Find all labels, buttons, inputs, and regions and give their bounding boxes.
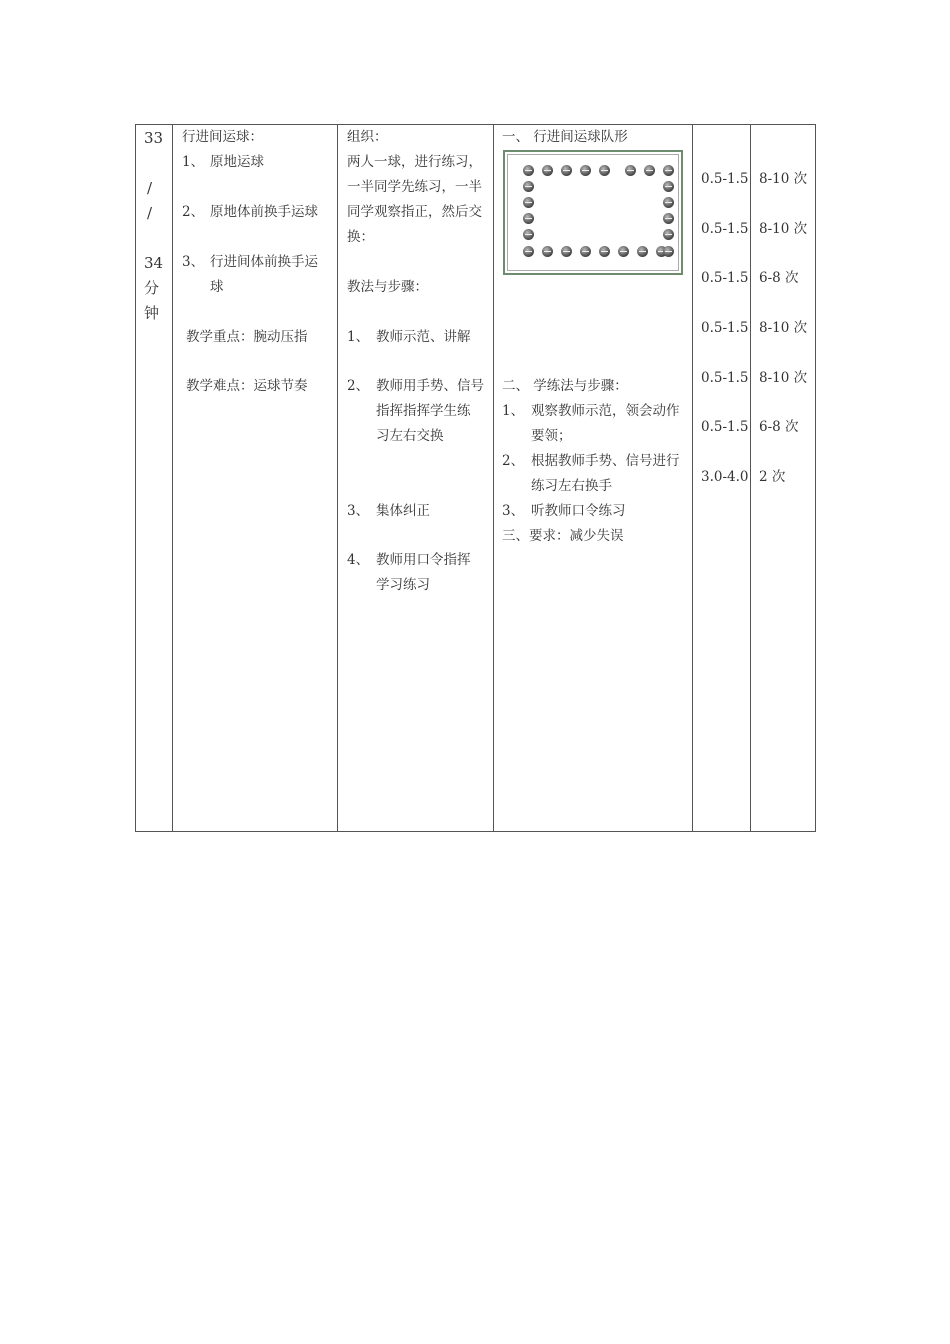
player-marker-icon [599,246,610,257]
student-step-text: 听教师口令练习 [531,503,626,519]
player-marker-icon [523,213,534,224]
column-divider [750,125,751,831]
player-marker-icon [561,165,572,176]
org-title: 组织： [347,129,388,145]
org-line: 同学观察指正，然后交 [347,204,482,220]
count-value: 8-10 次 [759,221,808,237]
duration-value: 0.5-1.5 [701,221,749,237]
practice-method-title: 二、 学练法与步骤： [502,378,628,394]
lesson-table [135,124,816,832]
player-marker-icon [561,246,572,257]
player-marker-icon [523,229,534,240]
formation-title: 一、 行进间运球队形 [502,129,628,145]
teacher-step-text: 指挥指挥学生练 [376,403,471,419]
player-marker-icon [663,197,674,208]
teacher-step-number: 3、 [347,503,370,519]
time-separator: / [147,179,153,197]
duration-value: 0.5-1.5 [701,171,749,187]
item-number: 2、 [182,204,205,220]
player-marker-icon [580,246,591,257]
player-marker-icon [618,246,629,257]
student-step-text: 观察教师示范，领会动作 [531,403,680,419]
column-divider [172,125,173,831]
student-step-text: 要领； [531,428,572,444]
org-line: 换： [347,229,374,245]
player-marker-icon [663,229,674,240]
time-unit: 分 [144,279,160,297]
item-text-continued: 球 [210,279,224,295]
player-marker-icon [523,181,534,192]
duration-value: 3.0-4.0 [701,469,749,485]
duration-value: 0.5-1.5 [701,270,749,286]
item-text: 行进间体前换手运 [210,254,318,270]
time-separator: / [147,204,153,222]
player-marker-icon [580,165,591,176]
duration-value: 0.5-1.5 [701,419,749,435]
teacher-step-text: 教师用口令指挥 [376,552,471,568]
teacher-step-text: 学习练习 [376,577,430,593]
player-marker-icon [637,246,648,257]
player-marker-icon [523,197,534,208]
count-value: 8-10 次 [759,320,808,336]
player-marker-icon [542,165,553,176]
method-title: 教法与步骤： [347,279,428,295]
player-marker-icon [663,246,674,257]
teacher-step-number: 1、 [347,329,370,345]
teacher-step-text: 教师用手势、信号 [376,378,484,394]
item-text: 原地体前换手运球 [210,204,318,220]
count-value: 6-8 次 [759,270,799,286]
duration-value: 0.5-1.5 [701,320,749,336]
duration-value: 0.5-1.5 [701,370,749,386]
teacher-step-text: 教师示范、讲解 [376,329,471,345]
teacher-step-number: 2、 [347,378,370,394]
player-marker-icon [523,165,534,176]
student-step-text: 根据教师手势、信号进行 [531,453,680,469]
player-marker-icon [523,246,534,257]
time-end: 34 [144,254,164,272]
count-value: 6-8 次 [759,419,799,435]
item-text: 原地运球 [210,154,264,170]
student-step-number: 3、 [502,503,525,519]
org-line: 一半同学先练习，一半 [347,179,482,195]
player-marker-icon [663,181,674,192]
student-step-number: 2、 [502,453,525,469]
item-number: 3、 [182,254,205,270]
student-step-number: 1、 [502,403,525,419]
requirement: 三、要求：减少失误 [502,528,624,544]
column-divider [337,125,338,831]
item-number: 1、 [182,154,205,170]
time-unit: 钟 [144,304,160,322]
teacher-step-text: 集体纠正 [376,503,430,519]
key-point: 教学重点：腕动压指 [186,329,308,345]
org-line: 两人一球，进行练习， [347,154,482,170]
time-start: 33 [144,129,164,147]
player-marker-icon [663,213,674,224]
player-marker-icon [663,165,674,176]
teacher-step-number: 4、 [347,552,370,568]
count-value: 8-10 次 [759,370,808,386]
count-value: 2 次 [759,469,786,485]
player-marker-icon [542,246,553,257]
content-title: 行进间运球： [182,129,263,145]
player-marker-icon [644,165,655,176]
student-step-text: 练习左右换手 [531,478,612,494]
difficulty: 教学难点：运球节奏 [186,378,308,394]
formation-diagram [503,150,683,275]
player-marker-icon [625,165,636,176]
player-marker-icon [599,165,610,176]
teacher-step-text: 习左右交换 [376,428,444,444]
count-value: 8-10 次 [759,171,808,187]
column-divider [493,125,494,831]
column-divider [692,125,693,831]
